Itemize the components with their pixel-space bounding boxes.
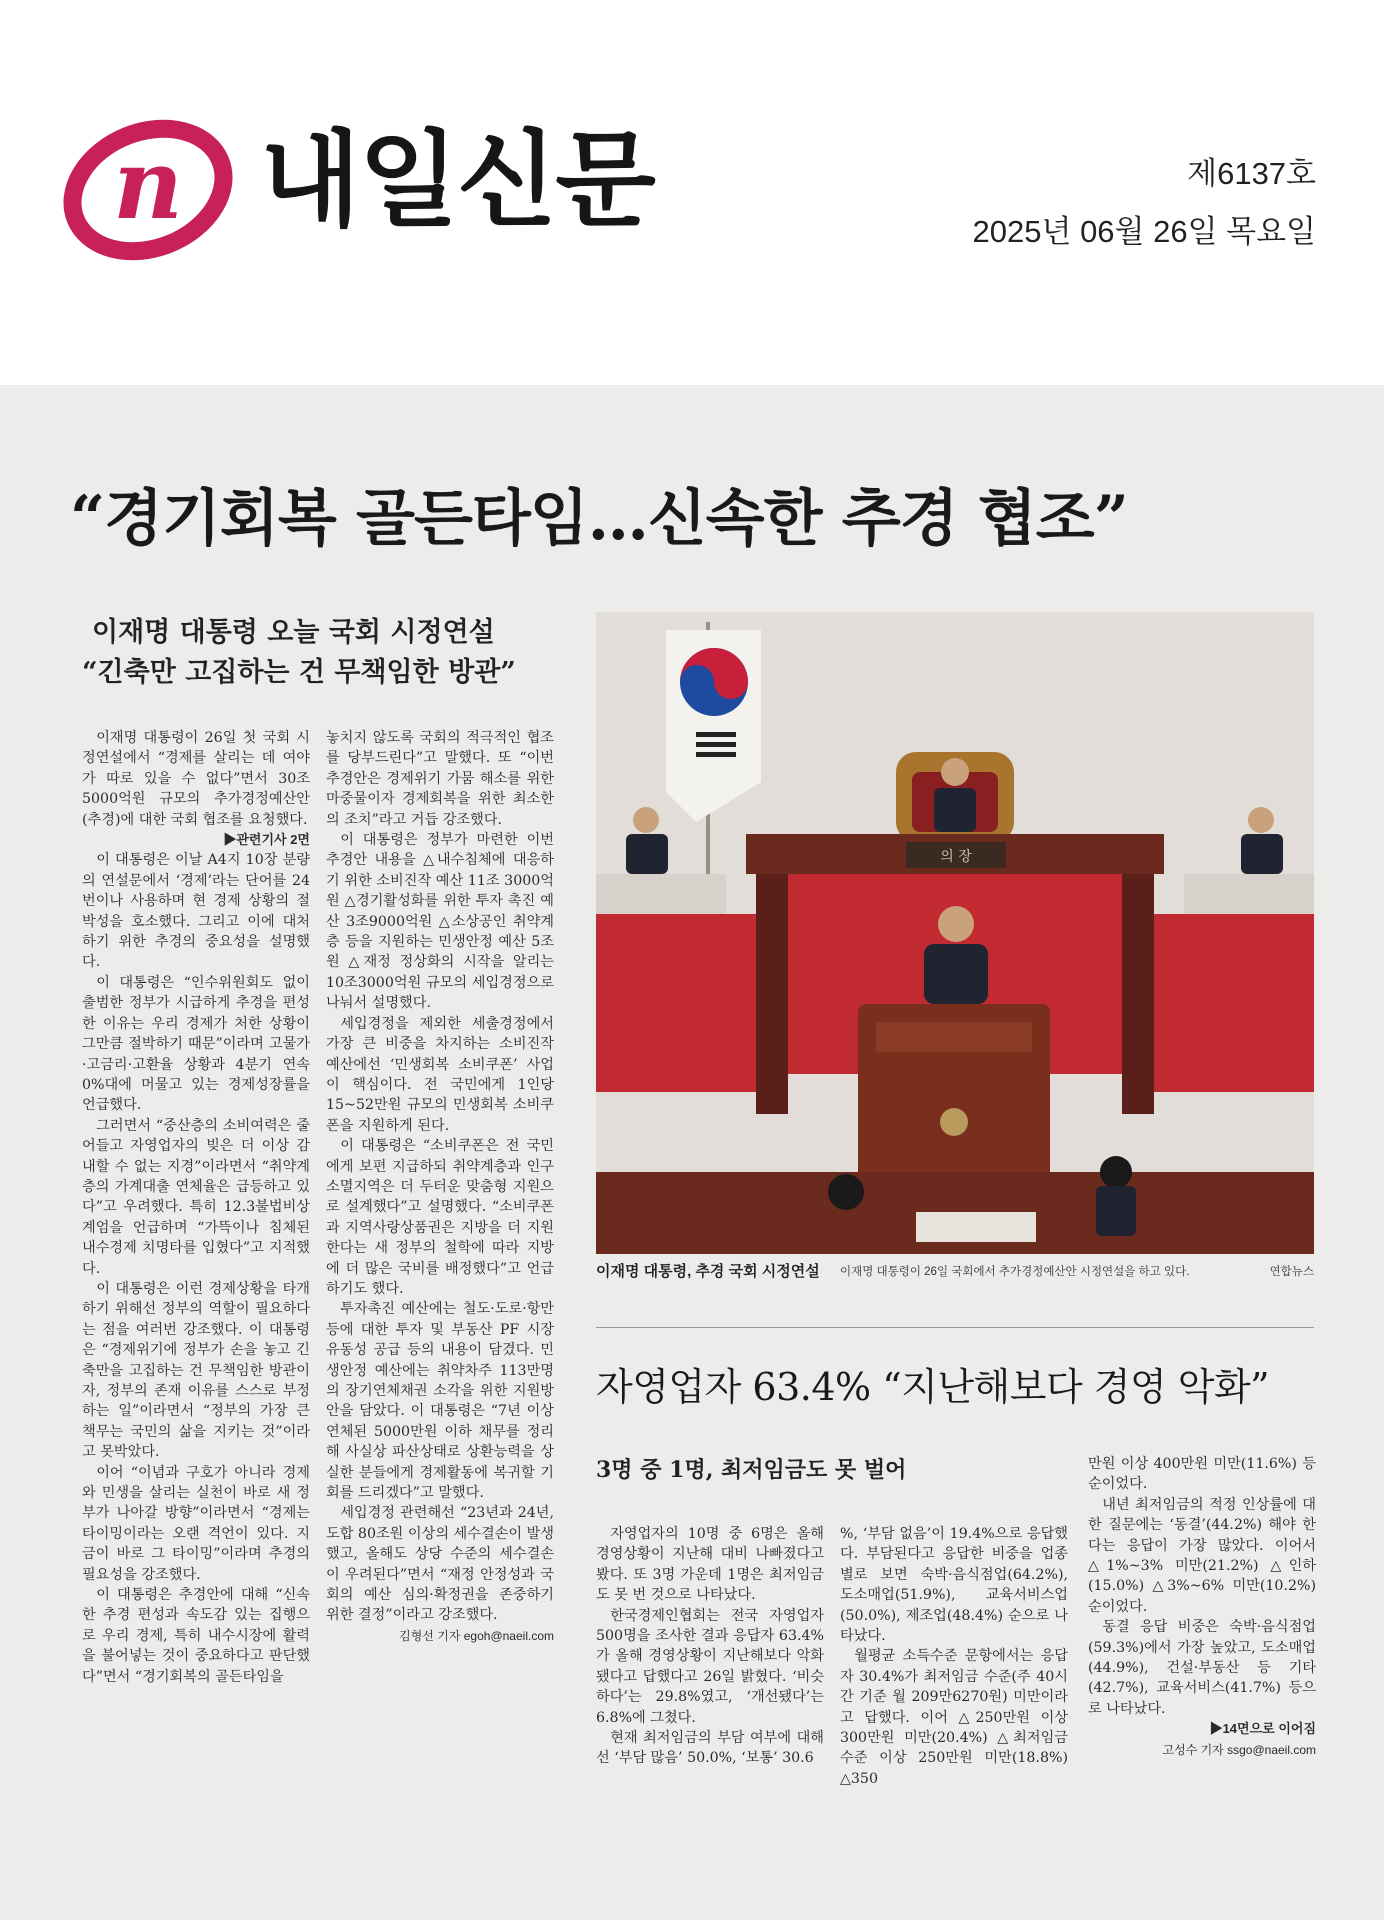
paragraph: 이 대통령은 추경안에 대해 “신속한 추경 편성과 속도감 있는 집행으로 우리 경제, 특히 내수시장에 활력을 불어넣는 것이 중요하다고 판단했다”면서 “경기회복의 골든타임을 <box>82 1587 310 1685</box>
paragraph: 이 대통령은 정부가 마련한 이번 추경안 내용을 △내수침체에 대응하기 위한 소비진작 예산 11조 3000억원 △경기활성화를 위한 투자 촉진 예산 3조9000억원 △소상공인 취약계층 등을 지원하는 민생안정 예산 5조원 △재정 정상화의 시작을 알리는 10조3000억원 규모의 세입경정으로 나눠서 설명했다. <box>326 832 554 1012</box>
issue-date: 2025년 06월 26일 목요일 <box>972 214 1316 249</box>
article2-byline: 고성수 기자 ssgo@naeil.com <box>1162 1742 1316 1757</box>
paper-name: 내일신문 <box>260 119 654 241</box>
photo-caption-title: 이재명 대통령, 추경 국회 시정연설 <box>596 1263 820 1280</box>
paragraph: 그러면서 “중산층의 소비여력은 줄어들고 자영업자의 빚은 더 이상 감내할 수 없는 지경”이라면서 “취약계층의 가계대출 연체율은 급등하고 있다”고 우려했다. 특히 12.3불법비상계엄을 언급하며 “가뜩이나 침체된 내수경제 치명타를 입혔다”고 지적했다. <box>82 1117 310 1277</box>
article1-column-1 <box>82 728 310 1687</box>
paragraph: 내년 최저임금의 적정 인상률에 대한 질문에는 ‘동결’(44.2%) 해야 한다는 응답이 가장 많았다. 이어서 △1%~3% 미만(21.2%) △인하(15.0%) △3%~6% 미만(10.2%) 순이었다. <box>1088 1496 1316 1615</box>
paragraph: %, ‘부담 없음’이 19.4%으로 응답했다. 부담된다고 응답한 비중을 업종별로 보면 숙박·음식점업(64.2%), 도소매업(51.9%), 교육서비스업(50.0%), 제조업(48.4%) 순으로 나타났다. <box>840 1526 1068 1645</box>
logo-letter: n <box>113 128 183 241</box>
paragraph: 세입경정을 제외한 세출경정에서 가장 큰 비중을 차지하는 소비진작 예산에선 ‘민생회복 소비쿠폰’ 사업이 핵심이다. 전 국민에게 1인당 15~52만원 규모의 민생회복 소비쿠폰을 지원하게 된다. <box>326 1015 554 1134</box>
article2-subheadline: 3명 중 1명, 최저임금도 못 벌어 <box>596 1457 907 1483</box>
article1-byline: 김형선 기자 egoh@naeil.com <box>399 1628 554 1643</box>
paragraph: 이어 “이념과 구호가 아니라 경제와 민생을 살리는 실천이 바로 새 정부가 나아갈 방향”이라면서 “경제는 타이밍이라는 오랜 격언이 있다. 지금이 바로 그 타이밍”이라며 추경의 필요성을 강조했다. <box>82 1464 310 1583</box>
paragraph: 이 대통령은 이런 경제상황을 타개하기 위해선 정부의 역할이 필요하다는 점을 여러번 강조했다. 이 대통령은 “경제위기에 정부가 손을 놓고 긴축만을 고집하는 건 무책임한 방관이자, 정부의 존재 이유를 스스로 부정하는 일”이라면서 “정부의 가장 큰 책무는 국민의 삶을 지키는 것”이라고 못박았다. <box>82 1280 310 1461</box>
paragraph: 만원 이상 400만원 미만(11.6%) 등 순이었다. <box>1088 1456 1316 1493</box>
main-headline: “경기회복 골든타임…신속한 추경 협조” <box>70 483 1128 554</box>
article2-column-2 <box>840 1524 1068 1789</box>
news-photo <box>596 612 1314 1254</box>
paragraph: 이 대통령은 이날 A4지 10장 분량의 연설문에서 ‘경제’라는 단어를 24번이나 사용하며 현 경제 상황의 절박성을 호소했다. 그리고 이에 대처하기 위한 추경의 중요성을 설명했다. <box>82 852 310 971</box>
paragraph: 이 대통령은 “인수위원회도 없이 출범한 정부가 시급하게 추경을 편성한 이유는 우리 경제가 처한 상황이 그만큼 절박하기 때문”이라며 고물가·고금리·고환율 상황과 4분기 연속 0%대에 머물고 있는 경제성장률을 언급했다. <box>82 974 310 1114</box>
podium-sign: 의 장 <box>940 849 972 865</box>
naeil-logo-icon <box>62 110 234 270</box>
section-divider <box>596 1327 1314 1328</box>
paragraph: 놓치지 않도록 국회의 적극적인 협조를 당부드린다”고 말했다. 또 “이번 추경안은 경제위기 가뭄 해소를 위한 마중물이자 경제회복을 위한 최소한의 조치”라고 거듭 강조했다. <box>326 730 554 828</box>
masthead <box>0 0 1384 385</box>
issue-number: 제6137호 <box>1187 156 1316 191</box>
related-article-link[interactable]: ▶관련기사 2면 <box>223 832 310 848</box>
article2-column-1 <box>596 1524 824 1769</box>
paragraph: 자영업자의 10명 중 6명은 올해 경영상황이 지난해 대비 나빠졌다고 봤다. 또 3명 가운데 1명은 최저임금도 못 번 것으로 나타났다. <box>596 1526 824 1604</box>
paragraph: 이재명 대통령이 26일 첫 국회 시정연설에서 “경제를 살리는 데 여야가 따로 있을 수 없다”면서 30조 5000억원 규모의 추가경정예산안(추경)에 대한 국회 협조를 요청했다. <box>82 730 310 828</box>
article2-column-3 <box>1088 1454 1316 1760</box>
paragraph: 이 대통령은 “소비쿠폰은 전 국민에게 보편 지급하되 취약계층과 인구소멸지역은 더 두터운 맞춤형 지원으로 설계했다”고 설명했다. “소비쿠폰과 지역사랑상품권은 지방을 더 지원한다는 새 정부의 철학에 따라 지방에 더 많은 국비를 배정했다”고 언급하기도 했다. <box>326 1138 554 1297</box>
paragraph: 현재 최저임금의 부담 여부에 대해선 ‘부담 많음’ 50.0%, ‘보통’ 30.6 <box>596 1730 824 1767</box>
article2-headline: 자영업자 63.4% “지난해보다 경영 악화” <box>596 1365 1270 1409</box>
paragraph: 세입경정 관련해선 “23년과 24년, 도합 80조원 이상의 세수결손이 발생했고, 올해도 상당 수준의 세수결손이 우려된다”면서 “재정 안정성과 국회의 예산 심의·확정권을 존중하기 위한 결정”이라고 강조했다. <box>326 1505 554 1624</box>
paragraph: 투자촉진 예산에는 철도·도로·항만 등에 대한 투자 및 부동산 PF 시장 유동성 공급 등의 내용이 담겼다. 민생안정 예산에는 취약차주 113만명의 장기연체채권 소각을 위한 지원방안을 담았다. 이 대통령은 “7년 이상 연체된 5000만원 이하 채무를 정리해 사실상 파산상태로 상환능력을 상실한 분들에게 경제활동에 복귀할 기회를 드리겠다”고 말했다. <box>326 1301 554 1502</box>
main-subheadline-1: 이재명 대통령 오늘 국회 시정연설 <box>92 617 495 648</box>
national-assembly-illustration <box>596 612 1314 1254</box>
main-subheadline-2: “긴축만 고집하는 건 무책임한 방관” <box>82 657 516 688</box>
photo-caption: 이재명 대통령이 26일 국회에서 추가경정예산안 시정연설을 하고 있다. <box>840 1266 1190 1278</box>
paragraph: 동결 응답 비중은 숙박·음식점업(59.3%)에서 가장 높았고, 도소매업(44.9%), 건설·부동산 등 기타(42.7%), 교육서비스(41.7%) 등으로 나타났다. <box>1088 1619 1316 1717</box>
emblem-icon <box>940 1108 968 1136</box>
article1-column-2 <box>326 728 554 1646</box>
paragraph: 한국경제인협회는 전국 자영업자 500명을 조사한 결과 응답자 63.4%가 올해 경영상황이 지난해보다 악화됐다고 답했다고 26일 밝혔다. ‘비슷하다’는 29.8%였고, ‘개선됐다’는 6.8%에 그쳤다. <box>596 1607 824 1726</box>
continued-link[interactable]: ▶14면으로 이어짐 <box>1209 1721 1316 1737</box>
paragraph: 월평균 소득수준 문항에서는 응답자 30.4%가 최저임금 수준(주 40시간 기준 월 209만6270원) 미만이라고 답했다. 이어 △250만원 이상 300만원 미만(20.4%) △최저임금 수준 이상 250만원 미만(18.8%) △350 <box>840 1648 1068 1787</box>
photo-credit: 연합뉴스 <box>1269 1266 1314 1278</box>
